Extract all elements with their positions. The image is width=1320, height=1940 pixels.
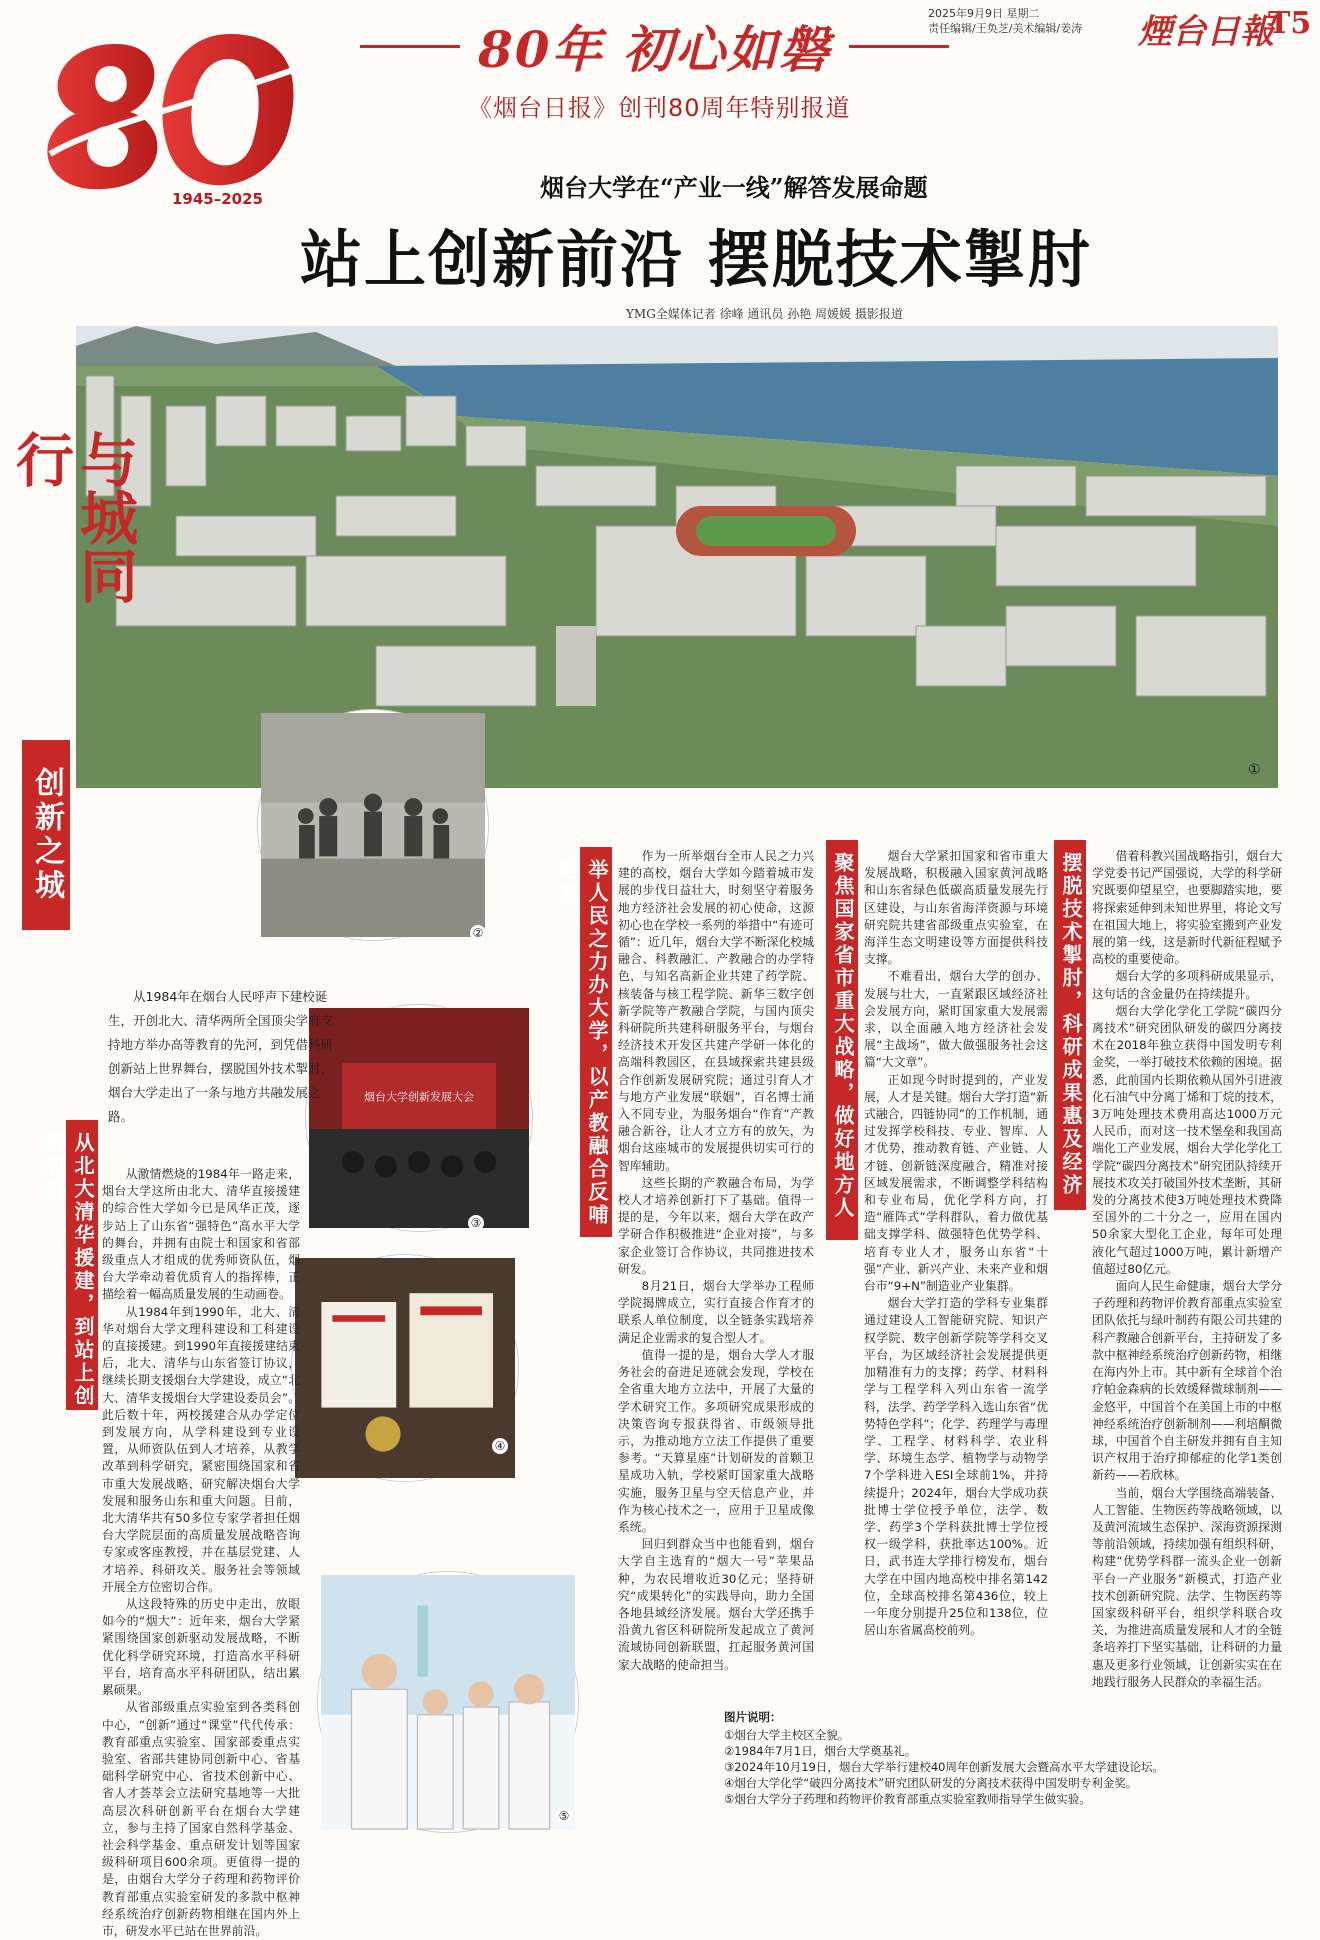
- col4-paragraph: 烟台大学的多项科研成果显示，这句话的含金量仍在持续提升。: [1092, 969, 1282, 1001]
- issue-date: 2025年9月9日 星期二: [928, 7, 1040, 20]
- col3-paragraph: 烟台大学紧扣国家和省市重大发展战略，积极融入国家黄河战略和山东省绿色低碳高质量发展先行区建设，与山东省海洋资源与环境研究院共建省部级重点实验室，在海洋生态文明建设等方面提供科技支撑。: [864, 849, 1048, 967]
- article-byline: YMG全媒体记者 徐峰 通讯员 孙艳 周媛媛 摄影报道: [626, 307, 903, 321]
- photo-number-2: ②: [470, 925, 486, 941]
- col3-paragraph: 不难看出，烟台大学的创办、发展与壮大，一直紧跟区域经济社会发展方向，紧盯国家重大发展需求，以全面融入地方经济社会发展“主战场”，做大做强服务社会这篇“大文章”。: [864, 969, 1048, 1070]
- col1-paragraph: 从1984年到1990年，北大、清华对烟台大学文理科建设和工科建设的直接援建。到1990年直接援建结束后，北大、清华与山东省签订协议，继续长期支援烟台大学建设，成立“北大、清华支援烟台大学建设委员会”。此后数十年，两校援建合从办学定位到发展方向，从学科建设到专业设置，从师资队伍到人才培养，从教学改革到科学研究，紧密围绕国家和省市重大发展战略，研究解决烟台大学发展和服务山东和重大问题。目前，北大清华共有50多位专家学者担任烟台大学院层面的高质量发展战略咨询专家或客座教授，并在基层党建、人才培养、科研攻关、服务社会等领域开展全方位密切合作。: [102, 1304, 300, 1594]
- photo-anniversary-conference: [306, 1005, 532, 1231]
- photo-number-5: ⑤: [556, 1808, 572, 1824]
- section-rail-title: [6, 430, 138, 660]
- photo-number-4: ④: [492, 1438, 508, 1454]
- section-head-2: 举人民之力办大学，以产教融合反哺地方: [580, 847, 612, 1237]
- caption-item: ④烟台大学化学“破四分离技术”研究团队研发的分离技术获得中国发明专利金奖。: [724, 1776, 1138, 1790]
- section-rail-box: 创新之城: [22, 740, 70, 930]
- article-column-1: [102, 1166, 300, 1938]
- captions-title: 图片说明：: [724, 1710, 782, 1724]
- col2-paragraph: 8月21日，烟台大学举办工程师学院揭牌成立，实行直接合作育才的联系人单位制度，以全链条实践培养满足企业需求的复合型人才。: [618, 1279, 814, 1345]
- newspaper-name: 煙台日報: [1138, 12, 1274, 52]
- caption-item: ②1984年7月1日，烟台大学奠基礼。: [724, 1744, 917, 1758]
- editor-credits: 责任编辑/王奂芝/美术编辑/姜涛: [928, 22, 1083, 35]
- col2-paragraph: 这些长期的产教融合布局，为学校人才培养创新打下了基础。值得一提的是，今年以来，烟台大学在政产学研合作积极推进“企业对接”，与多家企业签订合作协议，共同推进技术研发。: [618, 1175, 814, 1276]
- col1-paragraph: 从这段特殊的历史中走出，放眼如今的“烟大”：近年来，烟台大学紧紧围绕国家创新驱动发展战略，不断优化科学研究环境，打造高水平科研平台，培育高水平科研团队，结出累累硕果。: [102, 1597, 300, 1698]
- col1-paragraph: 从省部级重点实验室到各类科创中心，“创新”通过“课堂”代代传承：教育部重点实验室、国家部委重点实验室、省部共建协同创新中心、省基础科学研究中心、省技术创新中心、省人才荟萃会立法研究基地等一大批高层次科研创新平台在烟台大学建立，参与主持了国家自然科学基金、社会科学基金、重点研发计划等国家级科研项目600余项。更值得一提的是，由烟台大学分子药理和药物评价教育部重点实验室研发的多款中枢神经系统治疗创新药物相继在国内外上市，研发水平已站在世界前沿。: [102, 1700, 300, 1938]
- slogan-rule-right: [849, 45, 949, 48]
- article-headline: 站上创新前沿 摆脱技术掣肘: [300, 223, 1092, 296]
- col4-paragraph: 面向人民生命健康，烟台大学分子药理和药物评价教育部重点实验室团队依托与绿叶制药有限公司共建的科产教融合创新平台，主持研发了多款中枢神经系统治疗创新药物，相继在海内外上市。其中新有全球首个治疗帕金森病的长效缓释微球制剂——金悠平，中国首个在美国上市的中枢神经系统治疗创新制剂——利培酮微球，中国首个自主研发并拥有自主知识产权用于治疗抑郁症的化学1类创新药——若欣林。: [1092, 1279, 1282, 1483]
- slogan-text: 80年 初心如磐: [478, 20, 831, 79]
- photo-number-1: ①: [1248, 762, 1261, 778]
- caption-item: ③2024年10月19日，烟台大学举行建校40周年创新发展大会暨高水平大学建设论坛。: [724, 1760, 1164, 1774]
- photo-patent-award: [292, 1255, 518, 1481]
- col1-paragraph: 从激情燃烧的1984年一路走来，烟台大学这所由北大、清华直接援建的综合性大学如今已是风华正茂，逐步站上了山东省“强特色”高水平大学的舞台，并拥有由院士和国家和省部级重点人才组成的优秀师资队伍，烟台大学牵动着优质育人的指挥棒，正描绘着一幅高质量发展的生动画卷。: [102, 1167, 300, 1302]
- stage-banner: 烟台大学创新发展大会: [364, 1090, 474, 1104]
- anniversary-slogan: [360, 10, 949, 82]
- col3-paragraph: 正如现今时时提到的，产业发展，人才是关键。烟台大学打造“新式融合，四链协同”的工作机制，通过发挥学校科技、专业、智库、人才优势，推动教育链、产业链、人才链、创新链深度融合，精准对接区域发展需求，不断调整学科结构和专业布局，优化学科方向，打造“雁阵式”学科群队，着力做优基础支撑学科、做强特色优势学科、培育专业人才，服务山东省“十强”产业、新兴产业、未来产业和烟台市“9+N”制造业产业集群。: [864, 1072, 1048, 1294]
- col2-paragraph: 回归到群众当中也能看到，烟台大学自主选育的“烟大一号”苹果品种，为农民增收近30亿元；坚持研究“成果转化”的实践导向，助力全国各地县域经济发展。烟台大学还携手沿黄九省区科研院所发起成立了黄河流域协同创新联盟，扛起服务黄河国家大战略的使命担当。: [618, 1537, 814, 1672]
- col3-paragraph: 烟台大学打造的学科专业集群通过建设人工智能研究院、知识产权学院、数字创新学院等学科交叉平台，为区域经济社会发展提供更加精准有力的支撑；药学、材料科学与工程学科入列山东省一流学科，法学、药学学科入选山东省“优势特色学科”；化学、药理学与毒理学、工程学、材料科学、农业科学、环境生态学、植物学与动物学7个学科进入ESI全球前1%，并持续提升；2024年，烟台大学成功获批博士学位授予单位，法学、数学、药学3个学科获批博士学位授权一级学科，获批率达100%。近日，武书连大学排行榜发布，烟台大学在中国内地高校中排名第142位，全球高校排名第436位，较上一年度分别提升25位和138位，位居山东省属高校前列。: [864, 1296, 1048, 1638]
- page-number: T5: [1268, 6, 1312, 41]
- section-head-4: 摆脱技术掣肘，科研成果惠及经济民生: [1054, 840, 1086, 1210]
- campus-aerial-photo: [76, 326, 1278, 788]
- rail-title-text: 与城同行: [6, 430, 138, 604]
- slogan-rule-left: [360, 45, 460, 48]
- caption-item: ①烟台大学主校区全貌。: [724, 1728, 850, 1742]
- article-kicker: 烟台大学在“产业一线”解答发展命题: [540, 173, 928, 202]
- caption-item: ⑤烟台大学分子药理和药物评价教育部重点实验室教师指导学生做实验。: [724, 1792, 1091, 1806]
- section-head-3: 聚焦国家省市重大战略，做好地方人才文章: [826, 840, 858, 1240]
- col4-paragraph: 借着科教兴国战略指引，烟台大学党委书记严国强说，大学的科学研究既要仰望星空，也要脚踏实地，要将探索延伸到未知世界里，将论文写在祖国大地上，将实验室搬到产业发展的第一线，这是新时代新征程赋予高校的重要使命。: [1092, 849, 1282, 967]
- col4-paragraph: 当前，烟台大学围绕高端装备、人工智能、生物医药等战略领域，以及黄河流域生态保护、深海资源探测等前沿领域，持续加强有组织科研，构建“优势学科群一流头企业一创新平台一产业服务”新模式，打造产业技术创新研究院、法学、生物医药等国家级科研平台，组织学科联合攻关，为推进高质量发展和人才的全链条培养打下坚实基础，让科研的力量惠及更多行业领域，让创新实实在在地践行服务人民群众的幸福生活。: [1092, 1485, 1282, 1689]
- section-head-1: 从北大清华援建，到站上创新前沿: [66, 1120, 98, 1410]
- article-column-2: [618, 848, 814, 1676]
- article-column-4: [1092, 848, 1282, 1689]
- photo-captions: [724, 1709, 1264, 1807]
- photo-number-3: ③: [468, 1215, 484, 1231]
- dateline: [928, 6, 1082, 36]
- photo-lab-instruction: [318, 1572, 578, 1832]
- article-column-3: [864, 848, 1048, 1676]
- col2-paragraph: 值得一提的是，烟台大学人才服务社会的奋进足迹就会发现，学校在全省重大地方立法中，开展了大量的学术研究工作。多项研究成果形成的决策咨询专报获得省、市级领导批示，为推动地方立法工作提供了重要参考。“天算星座”计划研发的首颗卫星成功入轨，学校紧盯国家重大战略实施，服务卫星与空天信息产业，并作为核心技术之一，应用于卫星成像系统。: [618, 1347, 814, 1534]
- photo-groundbreaking-1984: [258, 710, 488, 940]
- logo-years: 1945–2025: [172, 190, 263, 208]
- anniversary-80-logo: [20, 4, 320, 204]
- special-report-subtitle: 《烟台日报》创刊80周年特别报道: [468, 94, 851, 122]
- col2-paragraph: 作为一所举烟台全市人民之力兴建的高校，烟台大学如今踏着城市发展的步伐日益壮大，时刻坚守着服务地方经济社会发展的初心使命，这源初心也在学校一系列的举措中“有迹可循”：近几年，烟台大学不断深化校城融合、科教融汇、产教融合的办学特色，与知名高新企业共建了药学院、核装备与核工程学院、新华三数字创新学院等产教融合学院，与国内顶尖科研院所共建科研服务平台，与烟台经济技术开发区共建产学研一体化的高端科教园区，在县域探索共建县级合作创新发展研究院；通过引育人才与地方产业发展“联姻”，百名博士涌入不同专业，为服务烟台“作育”产教融合新谷，让人才立方有的放矢，为烟台这座城市的发展提供切实可行的智库辅助。: [618, 849, 814, 1173]
- col4-paragraph: 烟台大学化学化工学院“碳四分离技术”研究团队研发的碳四分离技术在2018年独立获得中国发明专利金奖，一举打破技术依赖的困境。据悉，此前国内长期依赖从国外引进液化石油气中分离丁烯和丁烷的技术，3万吨处理技术费用高达1000万元人民币，而对这一技术堡垒和我国高端化工产业发展，烟台大学化学化工学院“碳四分离技术”研究团队持续开展技术攻关打破国外技术垄断，其研发的分离技术使3万吨处理技术费降至国外的二十分之一，应用在国内50余家大型化工企业，每年可处理液化气超过1000万吨，累计新增产值超过80亿元。: [1092, 1003, 1282, 1276]
- article-intro: 从1984年在烟台人民呼声下建校诞生，开创北大、清华两所全国顶尖学府支持地方举办高等教育的先河，到凭借科研创新站上世界舞台，摆脱国外技术掣肘，烟台大学走出了一条与地方共融发展之路。: [108, 989, 334, 1124]
